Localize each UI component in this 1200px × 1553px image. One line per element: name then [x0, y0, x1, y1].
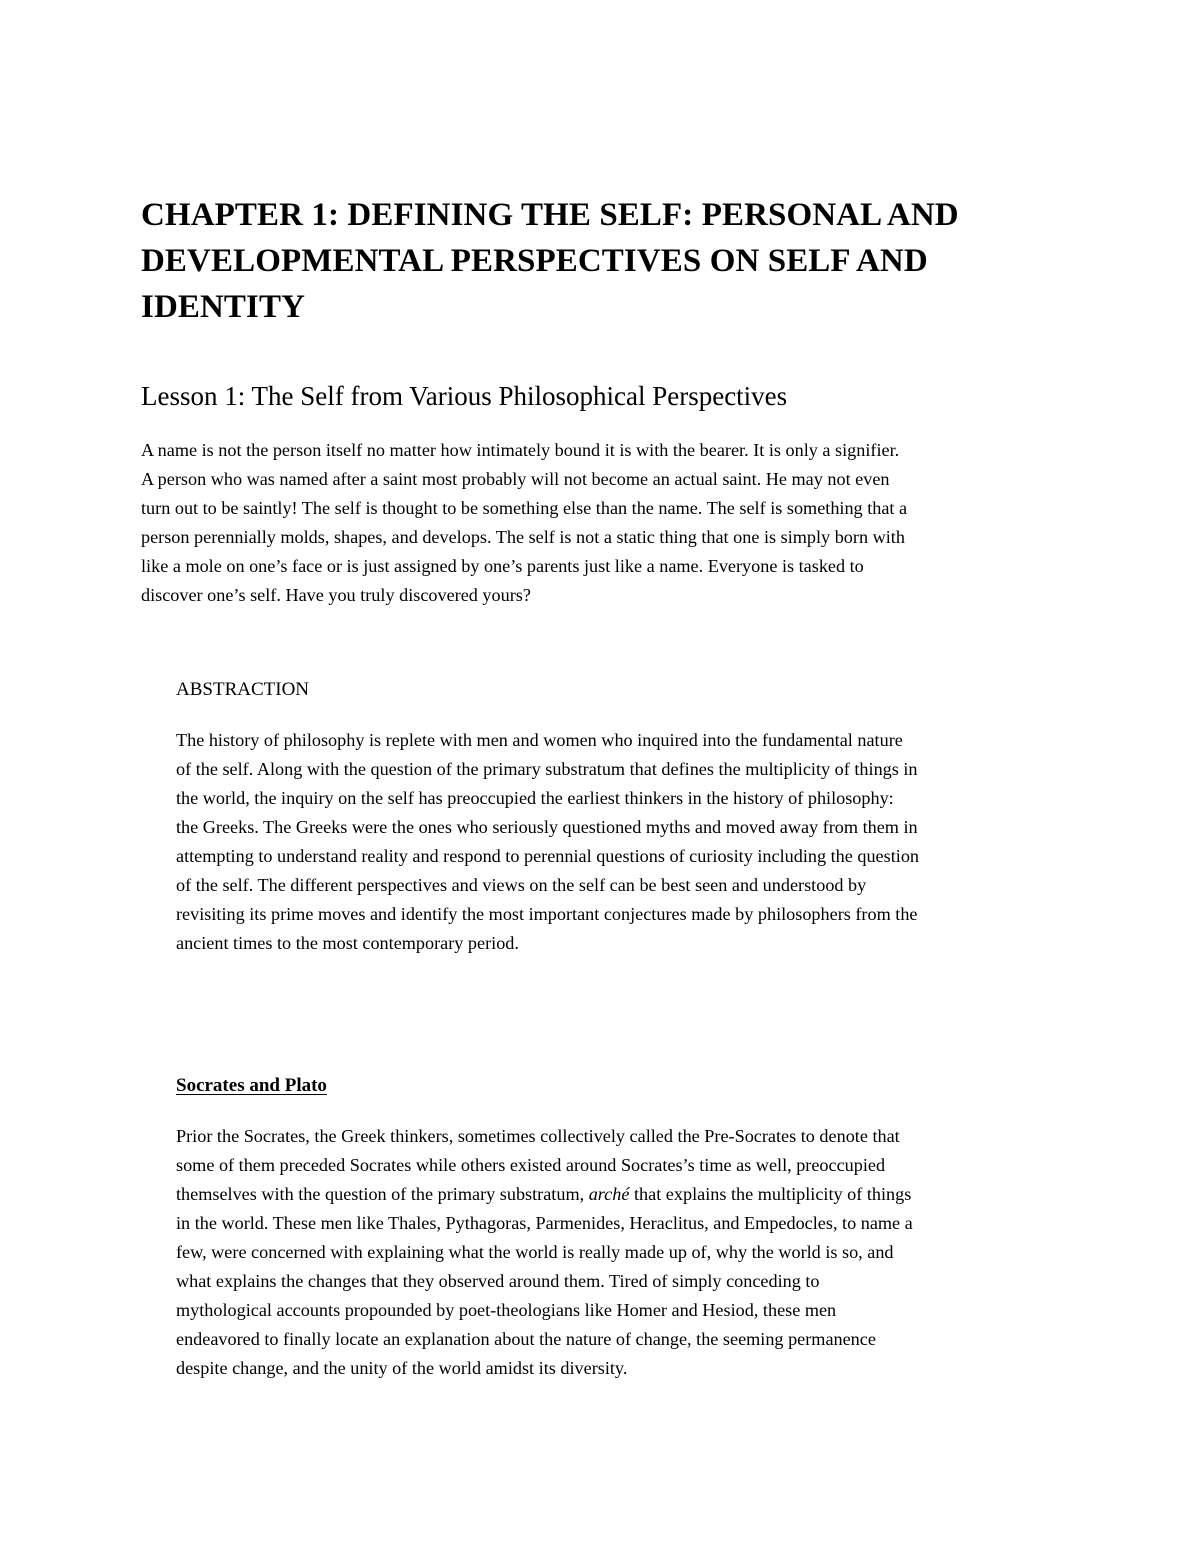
chapter-title-line: DEVELOPMENTAL PERSPECTIVES ON SELF AND: [141, 243, 928, 279]
chapter-title-line: IDENTITY: [141, 289, 306, 325]
paragraph-line: few, were concerned with explaining what the world is really made up of, why the world is so, and: [176, 1242, 894, 1262]
lesson-title: Lesson 1: The Self from Various Philosophical Perspectives: [141, 381, 788, 411]
paragraph-line: some of them preceded Socrates while others existed around Socrates’s time as well, preoccupied: [176, 1155, 886, 1175]
paragraph-line: attempting to understand reality and respond to perennial questions of curiosity including the question: [176, 846, 920, 866]
socrates-plato-heading: Socrates and Plato: [176, 1075, 327, 1096]
paragraph-line: discover one’s self. Have you truly discovered yours?: [141, 585, 531, 605]
paragraph-line: revisiting its prime moves and identify the most important conjectures made by philosophers from the: [176, 904, 918, 924]
socrates-paragraph: [176, 1122, 1066, 1383]
abstraction-paragraph: [176, 726, 1066, 958]
paragraph-line: what explains the changes that they observed around them. Tired of simply conceding to: [176, 1271, 820, 1291]
paragraph-line: [176, 1180, 1066, 1209]
paragraph-line: turn out to be saintly! The self is thought to be something else than the name. The self is something that a: [141, 498, 908, 518]
chapter-title-line: CHAPTER 1: DEFINING THE SELF: PERSONAL AND: [141, 197, 959, 233]
paragraph-line: of the self. The different perspectives and views on the self can be best seen and understood by: [176, 875, 867, 895]
paragraph-line: in the world. These men like Thales, Pythagoras, Parmenides, Heraclitus, and Empedocles, to name a: [176, 1213, 913, 1233]
paragraph-line: the world, the inquiry on the self has preoccupied the earliest thinkers in the history of philosophy:: [176, 788, 894, 808]
paragraph-line: despite change, and the unity of the world amidst its diversity.: [176, 1358, 628, 1378]
paragraph-line: endeavored to finally locate an explanation about the nature of change, the seeming permanence: [176, 1329, 876, 1349]
intro-paragraph: [141, 436, 1061, 610]
paragraph-line: ancient times to the most contemporary period.: [176, 933, 519, 953]
line-text: themselves with the question of the primary substratum,: [176, 1184, 589, 1204]
line-text: that explains the multiplicity of things: [629, 1184, 912, 1204]
abstraction-heading: ABSTRACTION: [176, 679, 310, 700]
paragraph-line: Prior the Socrates, the Greek thinkers, sometimes collectively called the Pre-Socrates to denote that: [176, 1126, 900, 1146]
paragraph-line: mythological accounts propounded by poet-theologians like Homer and Hesiod, these men: [176, 1300, 837, 1320]
paragraph-line: A name is not the person itself no matter how intimately bound it is with the bearer. It is only a signifier.: [141, 440, 900, 460]
chapter-title: [141, 192, 1061, 330]
paragraph-line: of the self. Along with the question of the primary substratum that defines the multiplicity of things in: [176, 759, 918, 779]
paragraph-line: like a mole on one’s face or is just assigned by one’s parents just like a name. Everyone is tasked to: [141, 556, 864, 576]
paragraph-line: the Greeks. The Greeks were the ones who seriously questioned myths and moved away from them in: [176, 817, 918, 837]
paragraph-line: person perennially molds, shapes, and develops. The self is not a static thing that one is simply born with: [141, 527, 905, 547]
arche-term: arché: [588, 1184, 630, 1204]
paragraph-line: The history of philosophy is replete with men and women who inquired into the fundamental nature: [176, 730, 903, 750]
paragraph-line: A person who was named after a saint most probably will not become an actual saint. He may not even: [141, 469, 890, 489]
